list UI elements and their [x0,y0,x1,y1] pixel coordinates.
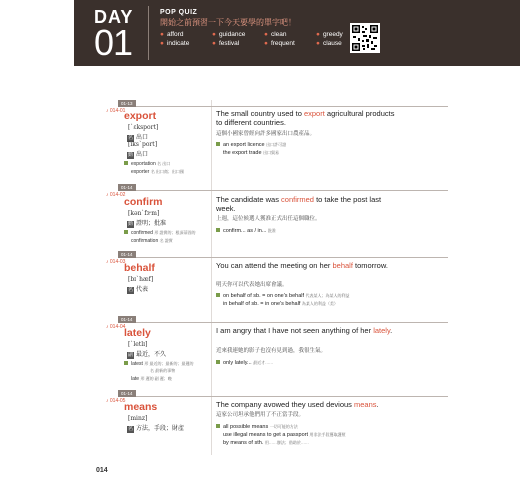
quiz-word: ● clean [264,31,287,38]
header-divider [148,6,149,60]
audio-track-number[interactable]: ♪ 014-03 [106,259,126,265]
quiz-word: ● clause [316,40,342,47]
derivative: latest 形 最近的；最新的；最遲的 [124,360,193,368]
quiz-word: ● festival [212,40,240,47]
entry-rule [118,257,448,258]
quiz-word: ● guidance [212,31,246,38]
derivative: 名 最新的事物 [150,368,176,373]
part-of-speech: 副 最近，不久 [128,352,167,358]
part-of-speech: 名 出口 [128,135,149,141]
derivative: exportation 名 出口 [124,160,170,168]
pronunciation: [kənˋfɝm] [128,210,160,217]
day-badge [94,7,146,63]
example-translation: 這個小國家曾經向許多國家出口農產品。 [216,131,316,137]
page-number: 014 [96,467,108,474]
entry-rule [118,322,448,323]
pronunciation: [ɪksˋport] [128,141,158,148]
entry-tag: 01-14 [118,251,136,258]
example-sentence: The candidate was confirmed to take the post last week. [216,195,382,213]
example-sentence: The small country used to export agricultural products to different countries. [216,109,395,127]
quiz-word: ● greedy [316,31,343,38]
phrase: on behalf of sb. = on one's behalf 代表某人；為某人的利益 [216,292,350,300]
part-of-speech: 名 方法，手段；財產 [128,426,185,432]
phrase: an export licence 出口許可證 [216,141,286,149]
phrase: in behalf of sb. = in one's behalf 為某人的利益（美） [223,301,338,307]
phrase: all possible means 一切可能的方法 [216,423,298,431]
quiz-subtitle: 開始之前預習一下今天要學的單字吧！ [160,18,296,27]
pronunciation: [bɪˋhæf] [128,276,154,283]
headword: lately [124,327,151,339]
example-translation: 這家公司坦承他們用了不正當手段。 [216,412,305,418]
quiz-title: POP QUIZ [160,9,198,16]
example-translation: 上週，這位候選人獲准正式出任這個職位。 [216,216,321,222]
derivative: confirmation 名 證實 [131,238,173,244]
qr-code-icon[interactable] [350,23,380,53]
part-of-speech: 動 出口 [128,152,149,158]
quiz-word: ● frequent [264,40,295,47]
quiz-word: ● indicate [160,40,190,47]
day-label: DAY [94,7,134,27]
example-sentence: The company avowed they used devious means. [216,400,379,409]
entry-rule [118,190,448,191]
phrase: use illegal means to get a passport 用非法手段獲取護照 [223,432,346,438]
example-translation: 近來我連她的影子也沒有見到過，我很生氣。 [216,348,327,354]
quiz-word-list [160,31,350,47]
headword: export [124,110,157,122]
headword: means [124,401,158,413]
derivative: confirmed 形 證實的；根深蒂固的 [124,229,195,237]
headword: confirm [124,196,163,208]
column-divider [211,100,212,455]
audio-track-number[interactable]: ♪ 014-05 [106,398,126,404]
phrase: by means of sth. 用……辦法；借助於…… [223,440,309,446]
example-translation: 明天你可以代表她出席會議。 [216,282,288,288]
day-number: 01 [94,22,133,63]
entry-tag: 01-13 [118,100,136,107]
pronunciation: [minz] [128,415,148,422]
derivative: late 形 遲的 副 遲；晚 [131,376,172,382]
part-of-speech: 名 代表 [128,287,149,293]
phrase: only lately... 最近才…… [216,359,273,367]
audio-track-number[interactable]: ♪ 014-04 [106,324,126,330]
pronunciation: [ˋletlɪ] [128,341,148,348]
pronunciation: [ˋɛksport] [128,124,159,131]
entry-rule [118,396,448,397]
entry-tag: 01-14 [118,316,136,323]
audio-track-number[interactable]: ♪ 014-01 [106,108,126,114]
phrase: confirm... as / in... 批准 [216,227,276,235]
headword: behalf [124,262,155,274]
entry-rule [118,106,448,107]
example-sentence: You can attend the meeting on her behalf tomorrow. [216,261,388,270]
entry-tag: 01-14 [118,184,136,191]
phrase: the export trade 出口貿易 [223,150,280,156]
quiz-word: ● afford [160,31,184,38]
part-of-speech: 動 證明；批准 [128,221,167,227]
audio-track-number[interactable]: ♪ 014-02 [106,192,126,198]
example-sentence: I am angry that I have not seen anything of her lately. [216,326,393,335]
derivative: exporter 名 出口商；出口國 [131,169,184,175]
entry-tag: 01-14 [118,390,136,397]
